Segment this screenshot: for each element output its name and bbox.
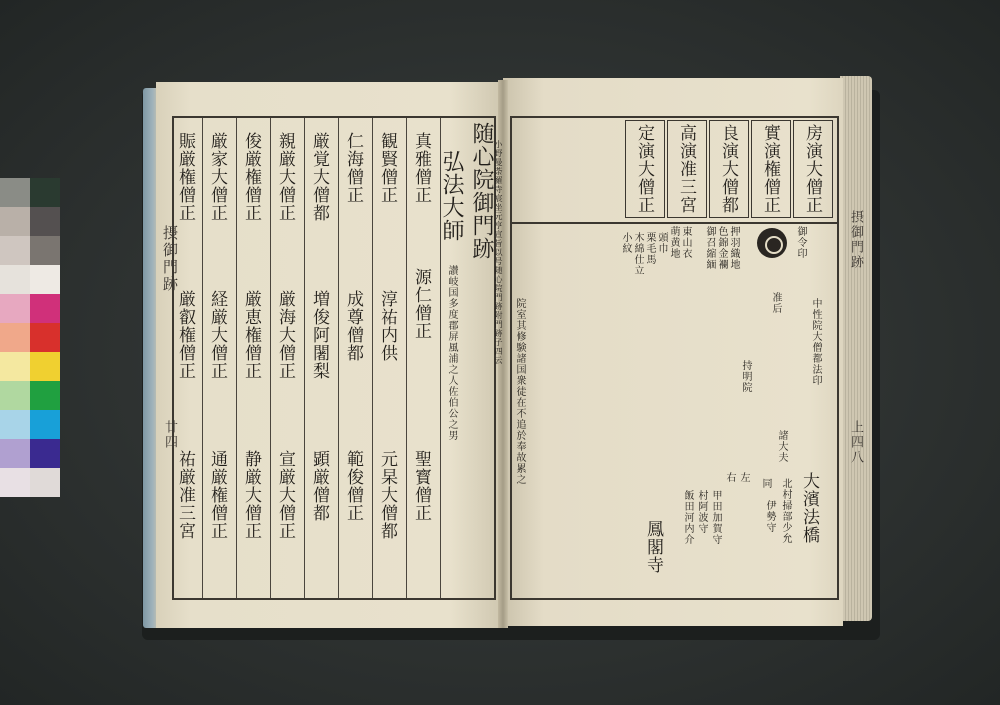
founder-name: 弘法大師: [439, 150, 464, 242]
lineage-col-6-bottom: 厳恵権僧正: [241, 290, 261, 380]
book-edge-right: [840, 76, 872, 621]
left-margin-title: 摂御門跡: [161, 225, 179, 293]
officer-2: 諸大夫: [776, 430, 787, 463]
item-b-2: 萌黄地: [668, 226, 679, 259]
lineage-col-8-third: 祐厳准三宮: [175, 450, 195, 540]
item-b-6: 小紋: [620, 232, 631, 254]
officer2-4: 村阿波守: [696, 490, 707, 534]
item-b-1: 東山衣: [680, 226, 691, 259]
box-name-1: 房演大僧正: [802, 124, 822, 214]
lineage-col-4-bottom: 増俊阿闍梨: [309, 290, 329, 380]
lineage-col-5-bottom: 厳海大僧正: [275, 290, 295, 380]
right-divider: [510, 222, 837, 224]
header-note: 准后: [770, 292, 781, 314]
right-page-number: 上四八: [848, 420, 863, 465]
temple-1: 持明院: [740, 360, 751, 393]
item-b-3: 頭巾: [656, 232, 667, 254]
lineage-col-4-third: 顕厳僧都: [309, 450, 329, 522]
bottom-note: 院室其修験諸国衆徒在不追於奉故累之: [514, 298, 525, 485]
box-name-5: 定演大僧正: [634, 124, 654, 214]
lineage-col-1-third: 聖寳僧正: [411, 450, 431, 522]
lineage-col-3-top: 仁海僧正: [343, 132, 363, 204]
item-a-2: 色錦金襴: [716, 226, 727, 270]
lineage-col-7-bottom: 経厳大僧正: [207, 290, 227, 380]
lineage-col-1-top: 真雅僧正: [411, 132, 431, 204]
lineage-col-5-top: 親厳大僧正: [275, 132, 295, 222]
left-page-number: 廿四: [162, 420, 177, 450]
officer2-3: 甲田加賀守: [710, 490, 721, 545]
lineage-col-3-bottom: 成尊僧都: [343, 290, 363, 362]
lineage-col-2-bottom: 淳祐内供: [377, 290, 397, 362]
right-margin-title: 摂御門跡: [848, 210, 863, 270]
officer-4: 北村掃部少允: [780, 478, 791, 544]
item-a-1: 押羽織地: [728, 226, 739, 270]
officer-1: 大濱法橋: [799, 472, 819, 544]
lineage-col-5-third: 宣厳大僧正: [275, 450, 295, 540]
item-a-3: 御召縮緬: [704, 226, 715, 270]
officer2-1: 左: [738, 472, 749, 483]
crest-label: 御令印: [795, 226, 806, 259]
officer2-5: 飯田河内介: [682, 490, 693, 545]
lineage-col-2-top: 観賢僧正: [377, 132, 397, 204]
lineage-col-8-top: 賑厳権僧正: [175, 132, 195, 222]
temple-2: 鳳閣寺: [643, 520, 663, 574]
lineage-col-4-top: 厳覚大僧都: [309, 132, 329, 222]
lineage-col-2-third: 元杲大僧都: [377, 450, 397, 540]
box-name-2: 實演権僧正: [760, 124, 780, 214]
lineage-col-6-third: 静厳大僧正: [241, 450, 261, 540]
left-header-note: 小野曼荼羅寺宸坐元亨宣旨以号随心院門跡附門跡子四云: [494, 140, 503, 365]
lineage-col-8-bottom: 厳叡権僧正: [175, 290, 195, 380]
item-b-4: 栗毛馬: [644, 232, 655, 265]
temples-note: 中性院大僧都法印: [810, 298, 821, 386]
founder-note: 讃岐国多度郡屏風浦之人佐伯公之男: [446, 265, 457, 441]
lineage-col-6-top: 俊厳権僧正: [241, 132, 261, 222]
lineage-col-1-bottom: 源仁僧正: [411, 268, 431, 340]
item-b-5: 木綿仕立: [632, 232, 643, 276]
color-checker: [0, 178, 60, 526]
officer-5: 伊勢守: [764, 500, 775, 533]
family-crest-icon: [757, 228, 787, 258]
left-header: 随心院御門跡: [469, 122, 494, 260]
officer-3: 同: [760, 478, 771, 489]
box-name-3: 良演大僧都: [718, 124, 738, 214]
lineage-col-7-third: 通厳権僧正: [207, 450, 227, 540]
box-name-4: 高演准三宮: [676, 124, 696, 214]
officer2-2: 右: [724, 472, 735, 483]
lineage-col-7-top: 厳家大僧正: [207, 132, 227, 222]
lineage-col-3-third: 範俊僧正: [343, 450, 363, 522]
